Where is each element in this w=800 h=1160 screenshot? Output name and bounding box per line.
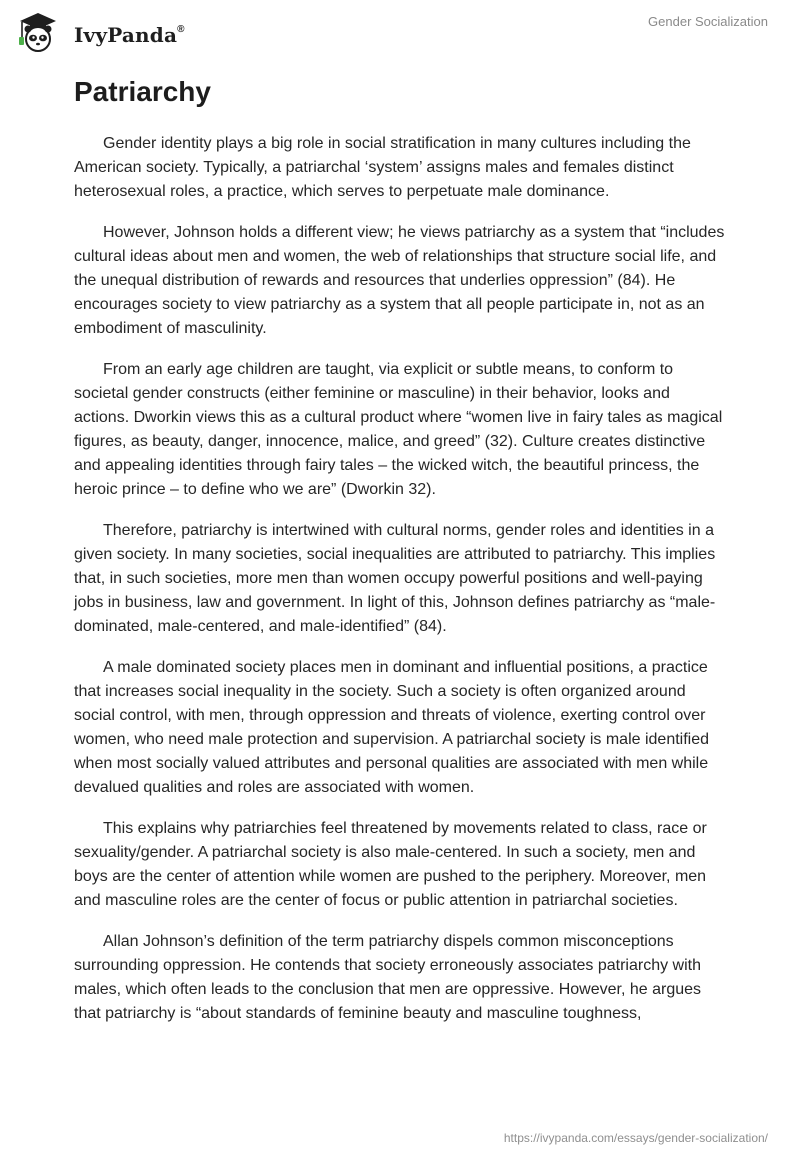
- section-heading: Patriarchy: [74, 76, 211, 107]
- paragraph: A male dominated society places men in dominant and influential positions, a practice that increases social inequality in the society. Such a society is often organized around social control, with men, through oppression and threats of violence, exerting control over women, who need male protection and supervision. A patriarchal society is male identified when most socially valued attributes and personal qualities are associated with men while devalued qualities and roles are associated with women.: [74, 659, 710, 796]
- paragraph: From an early age children are taught, via explicit or subtle means, to conform to societal gender constructs (either feminine or masculine) in their behavior, looks and actions. Dworkin views this as a cultural product where “women live in fairy tales as magical figures, as beauty, danger, innocence, malice, and greed” (32). Culture creates distinctive and appealing identities through fairy tales – the wicked witch, the beautiful princess, the heroic prince – to define who we are” (Dworkin 32).: [74, 361, 723, 498]
- paragraph: Therefore, patriarchy is intertwined with cultural norms, gender roles and identities in a given society. In many societies, social inequalities are attributed to patriarchy. This implies that, in such societies, more men than women occupy powerful positions and well-paying jobs in business, law and government. In light of this, Johnson defines patriarchy as “male-dominated, male-centered, and male-identified” (84).: [74, 522, 716, 635]
- panda-graduate-icon: [14, 8, 70, 56]
- document-title: Gender Socialization: [648, 14, 768, 29]
- ivypanda-logo[interactable]: [14, 8, 185, 56]
- paragraph: This explains why patriarchies feel threatened by movements related to class, race or sexuality/gender. A patriarchal society is also male-centered. In such a society, men and boys are the center of attention while women are pushed to the periphery. Moreover, men and masculine roles are the center of focus or public attention in patriarchal societies.: [74, 820, 707, 909]
- source-url-link[interactable]: https://ivypanda.com/essays/gender-socialization/: [503, 1131, 768, 1145]
- paragraph: Gender identity plays a big role in social stratification in many cultures including the American society. Typically, a patriarchal ‘system’ assigns males and females distinct heterosexual roles, a practice, which serves to perpetuate male dominance.: [74, 135, 691, 200]
- logo-name: IvyPanda: [74, 23, 178, 47]
- page-header: [0, 0, 800, 60]
- logo-wordmark: [74, 23, 185, 47]
- registered-mark: ®: [177, 24, 185, 36]
- paragraph: Allan Johnson’s definition of the term patriarchy dispels common misconceptions surrounding oppression. He contends that society erroneously associates patriarchy with males, which often leads to the conclusion that men are oppressive. However, he argues that patriarchy is “about standards of feminine beauty and masculine toughness,: [74, 933, 702, 1022]
- article-body: [74, 132, 726, 1043]
- paragraph: However, Johnson holds a different view; he views patriarchy as a system that “includes cultural ideas about men and women, the web of relationships that structure social life, and the unequal distribution of rewards and resources that underlies oppression” (84). He encourages society to view patriarchy as a system that all people participate in, not as an embodiment of masculinity.: [74, 224, 725, 337]
